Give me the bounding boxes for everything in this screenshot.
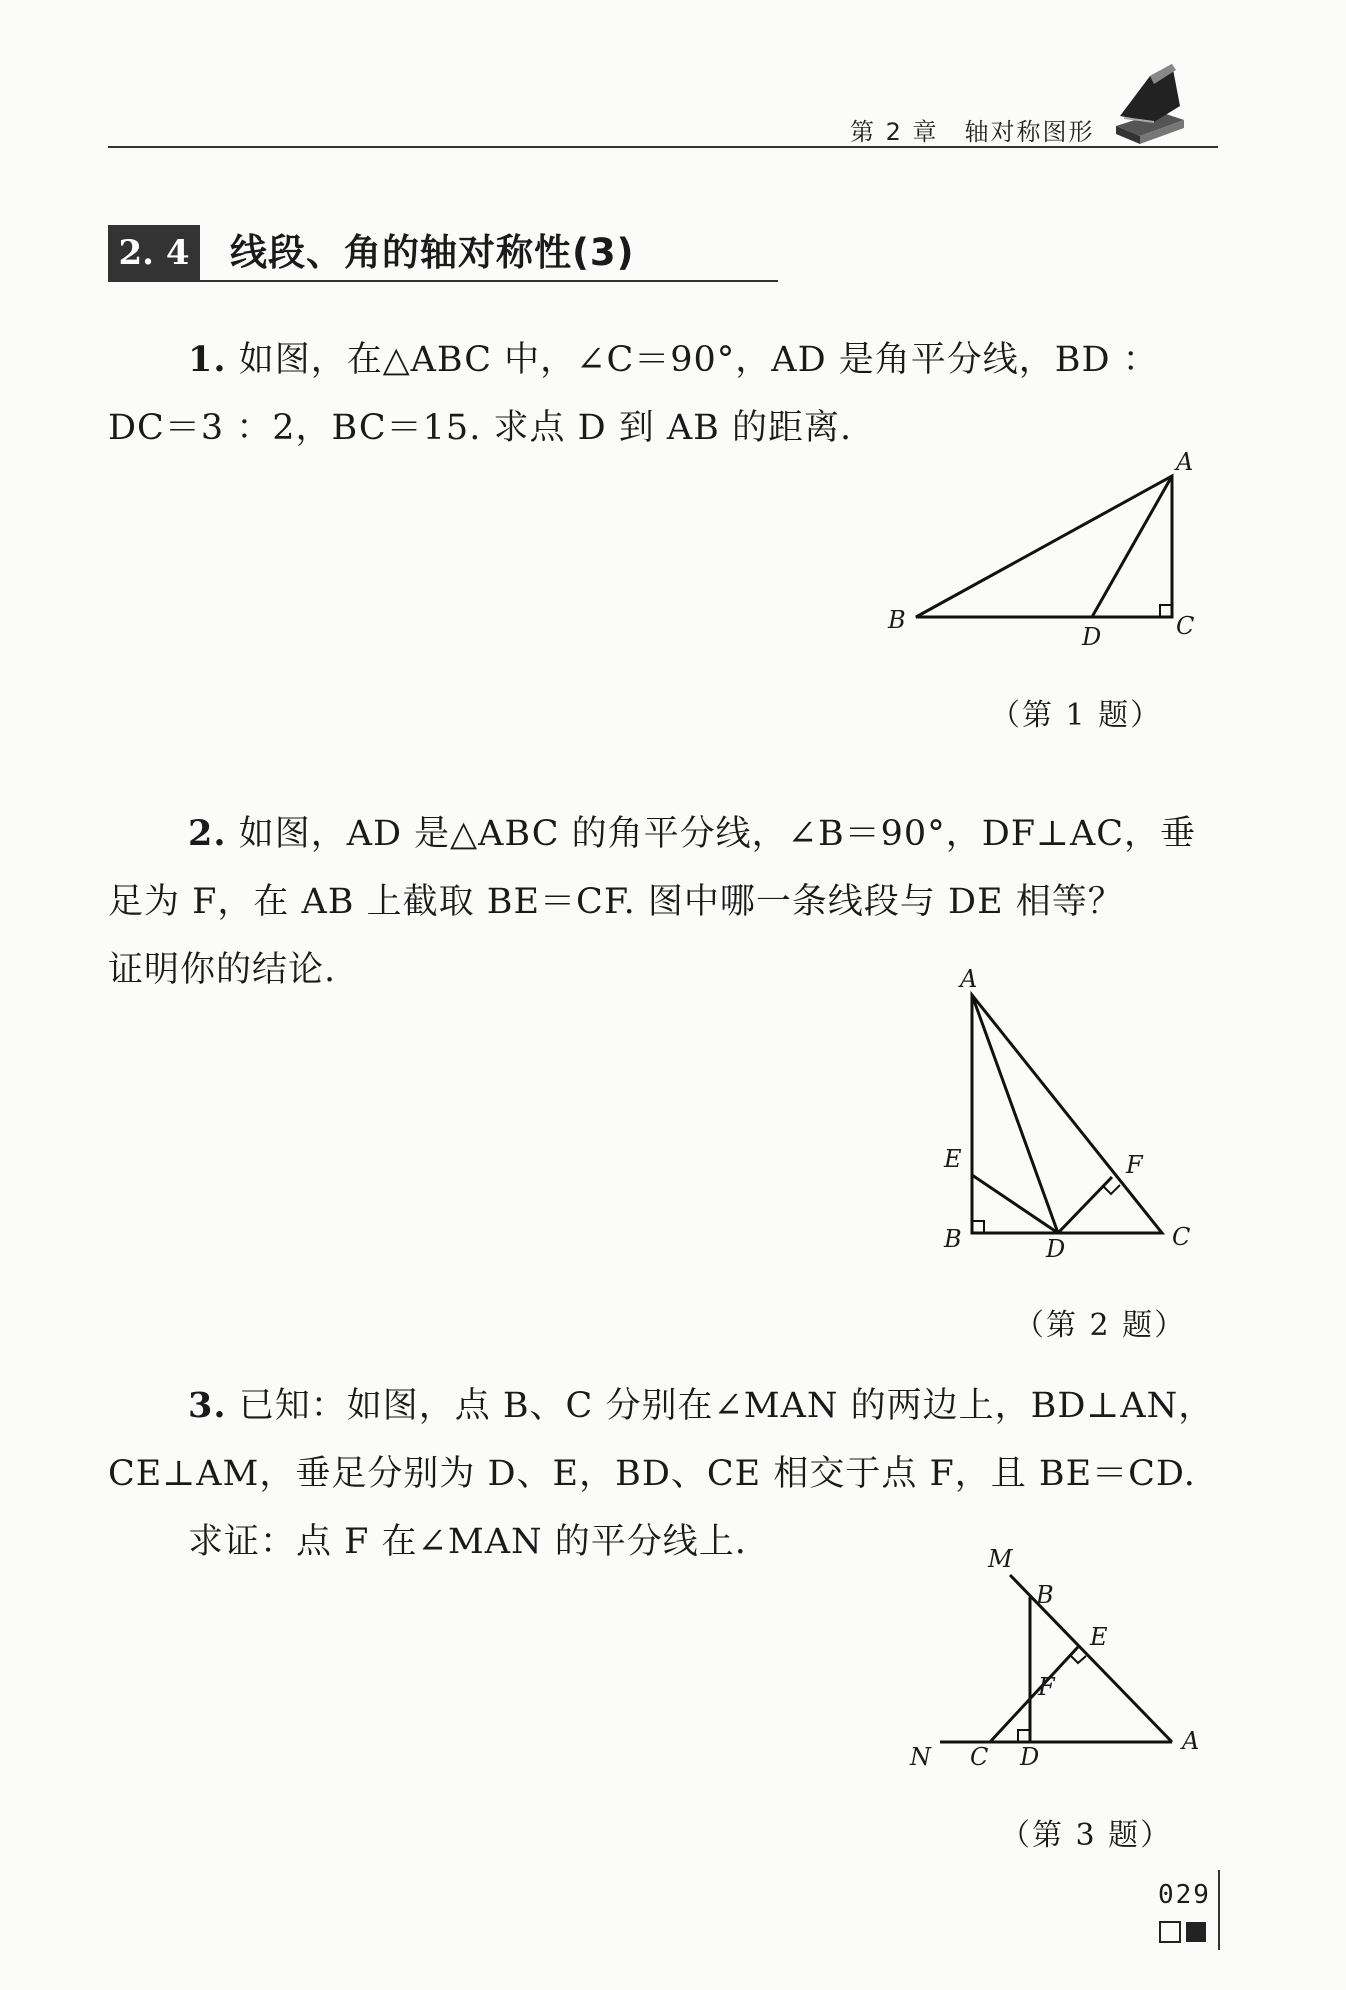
problem-2-line-2: 足为 F，在 AB 上截取 BE＝CF. 图中哪一条线段与 DE 相等？ — [108, 882, 1124, 922]
figure-3-label-b: B — [1036, 1581, 1054, 1609]
problem-1-number: 1. — [188, 339, 227, 380]
problem-3-line-3: 求证：点 F 在∠MAN 的平分线上. — [188, 1522, 747, 1562]
figure-2-label-f: F — [1126, 1151, 1143, 1179]
page-number: 029 — [1158, 1880, 1211, 1910]
problem-1-line-2: DC＝3 ：2，BC＝15. 求点 D 到 AB 的距离. — [108, 408, 853, 448]
figure-1-label-a: A — [1176, 448, 1194, 476]
running-head — [850, 112, 1095, 147]
page-square-marker-icon — [1158, 1918, 1214, 1946]
chapter-title: 轴对称图形 — [964, 118, 1095, 146]
figure-2-label-c: C — [1172, 1223, 1191, 1251]
problem-1-line-1 — [108, 326, 1218, 394]
problem-3-line-1 — [108, 1372, 1218, 1440]
figure-1-label-c: C — [1176, 612, 1195, 640]
figure-1-triangle — [880, 440, 1220, 650]
figure-2-triangle — [930, 965, 1210, 1265]
figure-2-label-e: E — [944, 1145, 962, 1173]
problem-2-text-1: 如图，AD 是△ABC 的角平分线，∠B＝90°，DF⊥AC，垂 — [238, 814, 1197, 854]
page-number-bar — [1218, 1870, 1220, 1950]
figure-1-label-b: B — [888, 606, 906, 634]
figure-3-label-d: D — [1020, 1743, 1040, 1771]
figure-2-label-b: B — [944, 1225, 962, 1253]
figure-3-angle — [890, 1535, 1220, 1780]
figure-3-label-e: E — [1090, 1623, 1108, 1651]
figure-3-label-c: C — [970, 1743, 989, 1771]
figure-2-caption: （第 2 题） — [1014, 1308, 1187, 1343]
problem-3-line-2: CE⊥AM，垂足分别为 D、E，BD、CE 相交于点 F，且 BE＝CD. — [108, 1454, 1196, 1494]
figure-3-caption: （第 3 题） — [1000, 1818, 1173, 1853]
figure-3-label-n: N — [910, 1743, 931, 1771]
figure-2-label-a: A — [960, 965, 978, 993]
section-number: 2. 4 — [108, 225, 200, 281]
problem-3-number: 3. — [188, 1385, 227, 1426]
figure-2-label-d: D — [1046, 1235, 1066, 1263]
problem-2-line-1 — [108, 800, 1218, 868]
problem-3-text-1: 已知：如图，点 B、C 分别在∠MAN 的两边上，BD⊥AN， — [238, 1386, 1215, 1426]
problem-1-text-1: 如图，在△ABC 中，∠C＝90°，AD 是角平分线，BD ： — [238, 340, 1159, 380]
section-title: 线段、角的轴对称性(3) — [230, 231, 635, 274]
chapter-number: 第 2 章 — [850, 118, 939, 146]
book-stack-icon — [1110, 56, 1190, 146]
figure-1-caption: （第 1 题） — [990, 698, 1163, 733]
figure-1-label-d: D — [1082, 623, 1102, 650]
figure-3-label-f: F — [1038, 1673, 1055, 1701]
figure-3-label-a: A — [1182, 1727, 1200, 1755]
figure-3-label-m: M — [988, 1545, 1013, 1573]
problem-2-number: 2. — [188, 813, 227, 854]
section-rule — [108, 280, 778, 282]
header-rule — [108, 146, 1218, 148]
problem-2-line-3: 证明你的结论. — [108, 950, 337, 990]
